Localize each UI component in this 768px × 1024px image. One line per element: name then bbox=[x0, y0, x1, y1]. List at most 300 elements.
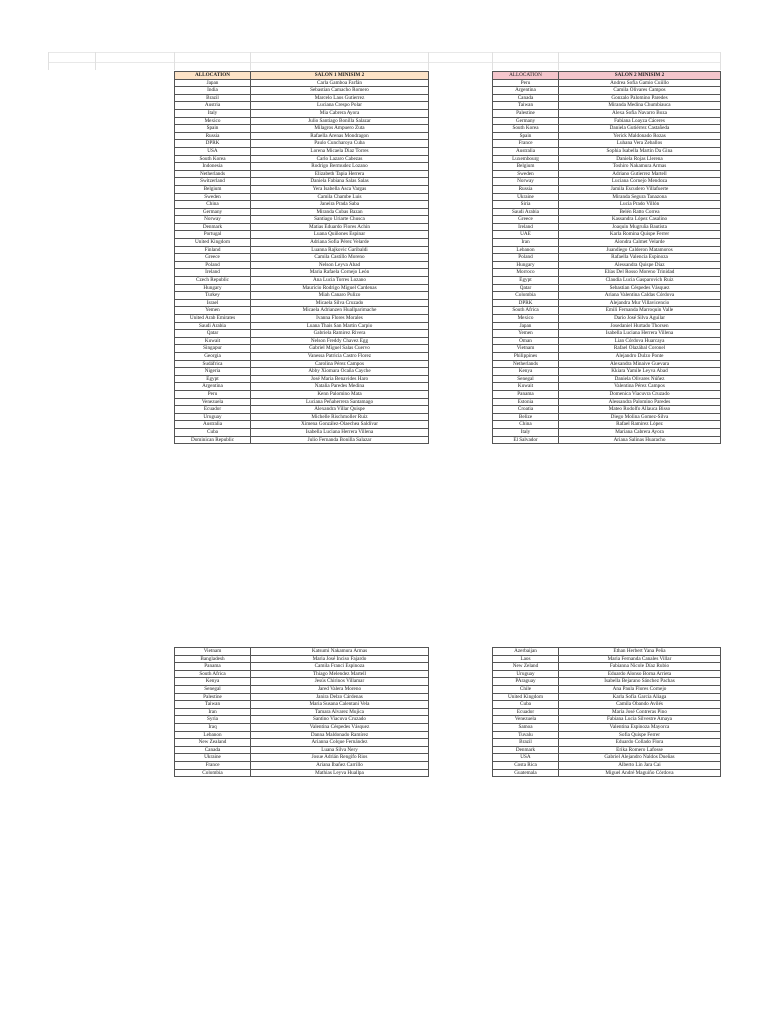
table-row bbox=[493, 678, 721, 686]
table-row bbox=[493, 193, 721, 201]
country-cell[interactable]: Palestine bbox=[493, 109, 559, 117]
delegate-cell[interactable]: Micaela Silva Cruzado bbox=[251, 299, 429, 307]
delegate-cell[interactable]: Luciana Crespo Polar bbox=[251, 102, 429, 110]
country-cell[interactable]: Singapur bbox=[175, 345, 251, 353]
delegate-cell[interactable]: Ariana Valentina Caldas Córdova bbox=[559, 292, 721, 300]
delegate-cell[interactable]: Natalia Paredes Medina bbox=[251, 383, 429, 391]
country-cell[interactable]: Greece bbox=[493, 216, 559, 224]
allocation-header[interactable]: ALLOCATION bbox=[493, 72, 559, 80]
country-cell[interactable]: Canada bbox=[493, 94, 559, 102]
delegate-cell[interactable]: Lian Córdova Huarcaya bbox=[559, 337, 721, 345]
country-cell[interactable]: Ukraine bbox=[493, 193, 559, 201]
table-row bbox=[175, 201, 429, 209]
table-row bbox=[175, 670, 429, 678]
country-cell[interactable]: United Kingdom bbox=[493, 693, 559, 701]
country-cell[interactable]: Ecuador bbox=[493, 708, 559, 716]
delegate-cell[interactable]: Alessandra Palomino Paredes bbox=[559, 398, 721, 406]
table-row bbox=[175, 277, 429, 285]
country-cell[interactable]: Kenya bbox=[175, 678, 251, 686]
table-row bbox=[493, 223, 721, 231]
delegate-cell[interactable]: Rodrigo Bermudez Lozano bbox=[251, 163, 429, 171]
table-row bbox=[493, 754, 721, 762]
country-cell[interactable]: Denmark bbox=[175, 223, 251, 231]
country-cell[interactable]: Palestine bbox=[175, 693, 251, 701]
country-cell[interactable]: Lebanon bbox=[493, 246, 559, 254]
delegate-cell[interactable]: Maria Rafaela Cornejo León bbox=[251, 269, 429, 277]
delegate-cell[interactable]: Michelle Rischmoller Ruiz bbox=[251, 413, 429, 421]
delegate-cell[interactable]: Elías Del Rosso Moreno Trinidad bbox=[559, 269, 721, 277]
country-cell[interactable]: Brazil bbox=[175, 94, 251, 102]
delegate-cell[interactable]: Micaela Adrianzen Huallparimache bbox=[251, 307, 429, 315]
country-cell[interactable]: Croatia bbox=[493, 406, 559, 414]
delegate-cell[interactable]: Santiago Uriarte Chusca bbox=[251, 216, 429, 224]
country-cell[interactable]: USA bbox=[175, 147, 251, 155]
delegate-cell[interactable]: Luana Thais San Martin Carpio bbox=[251, 322, 429, 330]
country-cell[interactable]: Taiwan bbox=[493, 102, 559, 110]
country-cell[interactable]: United Kingdom bbox=[175, 239, 251, 247]
country-cell[interactable]: Argentina bbox=[493, 87, 559, 95]
delegate-cell[interactable]: Sophia Isabella Martin Da Gina bbox=[559, 147, 721, 155]
country-cell[interactable]: Mexico bbox=[493, 315, 559, 323]
delegate-cell[interactable]: Belén Ratto Correa bbox=[559, 208, 721, 216]
delegate-cell[interactable]: Alexa Sofia Navarro Boza bbox=[559, 109, 721, 117]
country-cell[interactable]: Lebanon bbox=[175, 731, 251, 739]
delegate-cell[interactable]: Sebastian Céspedes Vásquez bbox=[559, 284, 721, 292]
country-cell[interactable]: Austria bbox=[175, 102, 251, 110]
country-cell[interactable]: New Zealand bbox=[175, 739, 251, 747]
delegate-cell[interactable]: Diego Molina Gomez-Silva bbox=[559, 413, 721, 421]
table-row bbox=[493, 769, 721, 777]
delegate-cell[interactable]: Sebastian Camacho Romero bbox=[251, 87, 429, 95]
delegate-cell[interactable]: Miranda Segura Tanazona bbox=[559, 193, 721, 201]
table-row bbox=[493, 701, 721, 709]
delegate-cell[interactable]: Tamara Alvarez Mujica bbox=[251, 708, 429, 716]
country-cell[interactable]: PAraguay bbox=[493, 678, 559, 686]
delegate-cell[interactable]: Josedaniel Hurtado Thorsen bbox=[559, 322, 721, 330]
delegate-cell[interactable]: Camila Franci Espinoza bbox=[251, 663, 429, 671]
delegate-cell[interactable]: Ivanna Flores Morales bbox=[251, 315, 429, 323]
delegate-cell[interactable]: Isabella Bejarano Sánchez Pachas bbox=[559, 678, 721, 686]
country-cell[interactable]: Iran bbox=[175, 708, 251, 716]
delegate-cell[interactable]: Vanessa Patricia Castro Florez bbox=[251, 352, 429, 360]
table-row bbox=[175, 178, 429, 186]
country-cell[interactable]: Uruguay bbox=[493, 670, 559, 678]
country-cell[interactable]: Senegal bbox=[175, 685, 251, 693]
country-cell[interactable]: DPRK bbox=[175, 140, 251, 148]
country-cell[interactable]: Italy bbox=[175, 109, 251, 117]
country-cell[interactable]: Australia bbox=[175, 421, 251, 429]
country-cell[interactable]: Russia bbox=[175, 132, 251, 140]
table-row bbox=[175, 147, 429, 155]
country-cell[interactable]: Poland bbox=[493, 254, 559, 262]
delegate-cell[interactable]: Carla Gamboa Farfán bbox=[251, 79, 429, 87]
country-cell[interactable]: France bbox=[493, 140, 559, 148]
delegate-cell[interactable]: Ana Paula Flores Cornejo bbox=[559, 685, 721, 693]
country-cell[interactable]: Uruguay bbox=[175, 413, 251, 421]
delegate-cell[interactable]: Danna Maldonado Ramírez bbox=[251, 731, 429, 739]
country-cell[interactable]: China bbox=[175, 201, 251, 209]
delegate-cell[interactable]: Fabianna Nicole Díaz Rubio bbox=[559, 663, 721, 671]
country-cell[interactable]: New Zeland bbox=[493, 663, 559, 671]
country-cell[interactable]: Egypt bbox=[175, 375, 251, 383]
delegate-cell[interactable]: Luciana Cornejo Mendoza bbox=[559, 178, 721, 186]
table-row bbox=[175, 94, 429, 102]
delegate-cell[interactable]: Daniela Fabiana Salas Salas bbox=[251, 178, 429, 186]
country-cell[interactable]: Germany bbox=[175, 208, 251, 216]
delegate-cell[interactable]: Rafaella Arenas Mondragon bbox=[251, 132, 429, 140]
delegate-cell[interactable]: Josue Adrián Rengifo Rios bbox=[251, 754, 429, 762]
delegate-cell[interactable]: Rafaella Valencia Espinoza bbox=[559, 254, 721, 262]
table-row bbox=[493, 337, 721, 345]
delegate-cell[interactable]: Gonzalo Palomino Paredes bbox=[559, 94, 721, 102]
delegate-cell[interactable]: Claudia Lucia Gasparovich Ruiz bbox=[559, 277, 721, 285]
table-row bbox=[175, 352, 429, 360]
delegate-cell[interactable]: Daniela Rojas Llerena bbox=[559, 155, 721, 163]
country-cell[interactable]: Sweden bbox=[493, 170, 559, 178]
country-cell[interactable]: Indonesia bbox=[175, 163, 251, 171]
delegate-cell[interactable]: Luanna Rajkovic Garibaldi bbox=[251, 246, 429, 254]
delegate-cell[interactable]: Camila Olivares Campos bbox=[559, 87, 721, 95]
country-cell[interactable]: Australia bbox=[493, 147, 559, 155]
delegate-cell[interactable]: Maria José Contreras Pino bbox=[559, 708, 721, 716]
country-cell[interactable]: Panama bbox=[175, 663, 251, 671]
country-cell[interactable]: Greece bbox=[175, 254, 251, 262]
country-cell[interactable]: Georgia bbox=[175, 352, 251, 360]
country-cell[interactable]: Netherlands bbox=[175, 170, 251, 178]
delegate-cell[interactable]: Camila Obando Avilés bbox=[559, 701, 721, 709]
country-cell[interactable]: Poland bbox=[175, 261, 251, 269]
delegate-cell[interactable]: Mauricio Rodrigo Miguel Cardenas bbox=[251, 284, 429, 292]
table-row bbox=[493, 406, 721, 414]
delegate-cell[interactable]: Mia Cabrera Ayora bbox=[251, 109, 429, 117]
country-cell[interactable]: Estonia bbox=[493, 398, 559, 406]
country-cell[interactable]: Russia bbox=[493, 185, 559, 193]
delegate-cell[interactable]: Alejandro Dulzo Ponte bbox=[559, 352, 721, 360]
country-cell[interactable]: Norway bbox=[493, 178, 559, 186]
delegate-cell[interactable]: Mathias Leyva Huallpa bbox=[251, 769, 429, 777]
country-cell[interactable]: Germany bbox=[493, 117, 559, 125]
country-cell[interactable]: Japan bbox=[493, 322, 559, 330]
country-cell[interactable]: Italy bbox=[493, 428, 559, 436]
delegate-cell[interactable]: Ariana Ibañez Carrillo bbox=[251, 761, 429, 769]
country-cell[interactable]: Samoa bbox=[493, 723, 559, 731]
country-cell[interactable]: Azerbaijan bbox=[493, 648, 559, 656]
table-row bbox=[175, 648, 429, 656]
delegate-cell[interactable]: Isabella Luciana Herrera Villena bbox=[559, 330, 721, 338]
delegate-cell[interactable]: Camila Castillo Moreno bbox=[251, 254, 429, 262]
delegate-cell[interactable]: Nelson Freddy Chavez Egg bbox=[251, 337, 429, 345]
country-cell[interactable]: South Korea bbox=[175, 155, 251, 163]
delegate-cell[interactable]: Santino Viacuva Cruzado bbox=[251, 716, 429, 724]
delegate-cell[interactable]: Gabriel Alejandro Naldos Dueñas bbox=[559, 754, 721, 762]
table-row bbox=[493, 739, 721, 747]
table-row bbox=[175, 678, 429, 686]
country-cell[interactable]: Colombia bbox=[493, 292, 559, 300]
delegate-cell[interactable]: Carolina Pérez Campos bbox=[251, 360, 429, 368]
delegate-cell[interactable]: Janeira Prada Saba bbox=[251, 201, 429, 209]
country-cell[interactable]: Spain bbox=[175, 125, 251, 133]
delegate-cell[interactable]: Katsumi Nakamura Armas bbox=[251, 648, 429, 656]
table-row bbox=[175, 383, 429, 391]
delegate-cell[interactable]: Jesús Chirinos Villamar bbox=[251, 678, 429, 686]
country-cell[interactable]: Finland bbox=[175, 246, 251, 254]
delegate-cell[interactable]: Valentina Pérez Campos bbox=[559, 383, 721, 391]
country-cell[interactable]: Kuwait bbox=[175, 337, 251, 345]
delegate-cell[interactable]: Luana Quiñones Espinar bbox=[251, 231, 429, 239]
delegate-cell[interactable]: Ximena González-Olaechea Saldívar bbox=[251, 421, 429, 429]
country-cell[interactable]: Japan bbox=[175, 79, 251, 87]
table-row bbox=[175, 254, 429, 262]
country-cell[interactable]: China bbox=[493, 421, 559, 429]
country-cell[interactable]: Ireland bbox=[175, 269, 251, 277]
table-row bbox=[175, 390, 429, 398]
country-cell[interactable]: Cuba bbox=[493, 701, 559, 709]
country-cell[interactable]: Siria bbox=[493, 201, 559, 209]
delegate-cell[interactable]: Isabella Luciana Herrera Villena bbox=[251, 428, 429, 436]
delegate-cell[interactable]: Milagros Ampuero Zuta bbox=[251, 125, 429, 133]
delegate-cell[interactable]: Eduardo Collado Flora bbox=[559, 739, 721, 747]
country-cell[interactable]: Nigeria bbox=[175, 368, 251, 376]
table-row bbox=[493, 178, 721, 186]
delegate-cell[interactable]: Alexandra Minaive Guevara bbox=[559, 360, 721, 368]
country-cell[interactable]: Hungary bbox=[175, 284, 251, 292]
delegate-cell[interactable]: José Maria Benavides Haro bbox=[251, 375, 429, 383]
country-cell[interactable]: Mexico bbox=[175, 117, 251, 125]
delegate-cell[interactable]: Camila Chambe Luis bbox=[251, 193, 429, 201]
country-cell[interactable]: Yemen bbox=[493, 330, 559, 338]
delegate-cell[interactable]: Miguel André Maguiño Córdova bbox=[559, 769, 721, 777]
country-cell[interactable]: Laos bbox=[493, 655, 559, 663]
delegate-cell[interactable]: Kassandra López Casalino bbox=[559, 216, 721, 224]
country-cell[interactable]: Iraq bbox=[175, 723, 251, 731]
delegate-cell[interactable]: Daniela Olivares Núñez bbox=[559, 375, 721, 383]
country-cell[interactable]: Brazil bbox=[493, 739, 559, 747]
country-cell[interactable]: Chile bbox=[493, 685, 559, 693]
delegate-cell[interactable]: Rafael Olazábal Coronel bbox=[559, 345, 721, 353]
country-cell[interactable]: Belgium bbox=[175, 185, 251, 193]
delegate-cell[interactable]: Maria Susana Calentani Vela bbox=[251, 701, 429, 709]
country-cell[interactable]: Vietnam bbox=[493, 345, 559, 353]
table-row bbox=[493, 375, 721, 383]
delegate-cell[interactable]: Matias Eduardo Flores Achin bbox=[251, 223, 429, 231]
delegate-cell[interactable]: Thiago Melendez Martell bbox=[251, 670, 429, 678]
delegate-cell[interactable]: Julio Fernanda Bonilla Salazar bbox=[251, 436, 429, 444]
delegate-cell[interactable]: Luhana Vera Zeballos bbox=[559, 140, 721, 148]
country-cell[interactable]: Colombia bbox=[175, 769, 251, 777]
table-row bbox=[493, 413, 721, 421]
country-cell[interactable]: DPRK bbox=[493, 299, 559, 307]
country-cell[interactable]: Israel bbox=[175, 299, 251, 307]
country-cell[interactable]: Qatar bbox=[175, 330, 251, 338]
country-cell[interactable]: Ecuador bbox=[175, 406, 251, 414]
delegate-cell[interactable]: Luana Silva Nery bbox=[251, 746, 429, 754]
country-cell[interactable]: Qatar bbox=[493, 284, 559, 292]
country-cell[interactable]: Yemen bbox=[175, 307, 251, 315]
delegate-cell[interactable]: Andrea Sofia Gamio Cuiillo bbox=[559, 79, 721, 87]
delegate-cell[interactable]: Ethan Herbert Yana Peña bbox=[559, 648, 721, 656]
country-cell[interactable]: USA bbox=[493, 754, 559, 762]
country-cell[interactable]: Hungary bbox=[493, 261, 559, 269]
country-cell[interactable]: Czech Republic bbox=[175, 277, 251, 285]
salon1-table bbox=[174, 71, 429, 444]
country-cell[interactable]: Argentina bbox=[175, 383, 251, 391]
delegate-cell[interactable]: Karla Sofía García Aliaga bbox=[559, 693, 721, 701]
delegate-cell[interactable]: Alessandra Quispe Díaz bbox=[559, 261, 721, 269]
delegate-cell[interactable]: Adriana Sofia Pérez Velarde bbox=[251, 239, 429, 247]
country-cell[interactable]: Senegal bbox=[493, 375, 559, 383]
delegate-cell[interactable]: Juandiego Calderon Matamoros bbox=[559, 246, 721, 254]
country-cell[interactable]: Belgium bbox=[493, 163, 559, 171]
delegate-cell[interactable]: Emili Fernanda Marroquin Valle bbox=[559, 307, 721, 315]
country-cell[interactable]: Dominican Republic bbox=[175, 436, 251, 444]
country-cell[interactable]: Portugal bbox=[175, 231, 251, 239]
delegate-cell[interactable]: Mariana Cabrera Ayora bbox=[559, 428, 721, 436]
table-row bbox=[493, 421, 721, 429]
country-cell[interactable]: South Korea bbox=[493, 125, 559, 133]
country-cell[interactable]: Guatemala bbox=[493, 769, 559, 777]
country-cell[interactable]: El Salvador bbox=[493, 436, 559, 444]
country-cell[interactable]: Ukraine bbox=[175, 754, 251, 762]
country-cell[interactable]: France bbox=[175, 761, 251, 769]
country-cell[interactable]: Vietnam bbox=[175, 648, 251, 656]
delegate-cell[interactable]: Lorena Micaela Diaz Torres bbox=[251, 147, 429, 155]
country-cell[interactable]: Costa Rica bbox=[493, 761, 559, 769]
country-cell[interactable]: Panama bbox=[493, 390, 559, 398]
country-cell[interactable]: Oman bbox=[493, 337, 559, 345]
delegate-cell[interactable]: Kenn Palomino Mata bbox=[251, 390, 429, 398]
country-cell[interactable]: Peru bbox=[493, 79, 559, 87]
country-cell[interactable]: Venezuela bbox=[493, 716, 559, 724]
delegate-cell[interactable]: Nelson Leyva Abad bbox=[251, 261, 429, 269]
salon-header[interactable]: SALON 1 MINISIM 2 bbox=[251, 72, 429, 80]
country-cell[interactable]: Iran bbox=[493, 239, 559, 247]
delegate-cell[interactable]: Arianna Colque Fernández bbox=[251, 739, 429, 747]
table-row bbox=[175, 163, 429, 171]
country-cell[interactable]: Belize bbox=[493, 413, 559, 421]
delegate-cell[interactable]: Janira Delzo Cárdenas bbox=[251, 693, 429, 701]
delegate-cell[interactable]: Paulo Cuncharoya Cuba bbox=[251, 140, 429, 148]
country-cell[interactable]: Norway bbox=[175, 216, 251, 224]
country-cell[interactable]: Bangladesh bbox=[175, 655, 251, 663]
delegate-cell[interactable]: Valentina Espinoza Mayorca bbox=[559, 723, 721, 731]
delegate-cell[interactable]: Yerick Maldonado Rozas bbox=[559, 132, 721, 140]
delegate-cell[interactable]: Gabriela Ramirez Rivera bbox=[251, 330, 429, 338]
country-cell[interactable]: Kuwait bbox=[493, 383, 559, 391]
country-cell[interactable]: South Africa bbox=[493, 307, 559, 315]
country-cell[interactable]: Sudáfrica bbox=[175, 360, 251, 368]
delegate-cell[interactable]: Gabriel Miguel Salas Cuervo bbox=[251, 345, 429, 353]
delegate-cell[interactable]: Abby Xiomara Ocaña Cayche bbox=[251, 368, 429, 376]
delegate-cell[interactable]: Joaquin Mugruña Bautista bbox=[559, 223, 721, 231]
delegate-cell[interactable]: Fabiana Lucia Silvestre Amaya bbox=[559, 716, 721, 724]
delegate-cell[interactable]: Jared Valera Moreno bbox=[251, 685, 429, 693]
country-cell[interactable]: Syria bbox=[175, 716, 251, 724]
country-cell[interactable]: India bbox=[175, 87, 251, 95]
table-row bbox=[175, 428, 429, 436]
table-row bbox=[493, 201, 721, 209]
country-cell[interactable]: UAE bbox=[493, 231, 559, 239]
delegate-cell[interactable]: Dario José Silva Aguilar bbox=[559, 315, 721, 323]
country-cell[interactable]: Denmark bbox=[493, 746, 559, 754]
delegate-cell[interactable]: Ariana Salinas Huaracho bbox=[559, 436, 721, 444]
delegate-cell[interactable]: Alexandra Villar Quispe bbox=[251, 406, 429, 414]
delegate-cell[interactable]: Maria José Inciso Fajardo bbox=[251, 655, 429, 663]
delegate-cell[interactable]: Julio Santiago Bonilla Salazar bbox=[251, 117, 429, 125]
country-cell[interactable]: Saudi Arabia bbox=[175, 322, 251, 330]
delegate-cell[interactable]: Jamila Escudero Villafuerte bbox=[559, 185, 721, 193]
country-cell[interactable]: Peru bbox=[175, 390, 251, 398]
country-cell[interactable]: Venezuela bbox=[175, 398, 251, 406]
country-cell[interactable]: Egypt bbox=[493, 277, 559, 285]
country-cell[interactable]: Philippines bbox=[493, 352, 559, 360]
delegate-cell[interactable]: Toshiro Nakamura Armas bbox=[559, 163, 721, 171]
table-row bbox=[493, 94, 721, 102]
country-cell[interactable]: Cuba bbox=[175, 428, 251, 436]
delegate-cell[interactable]: Adriano Gutierrez Martell bbox=[559, 170, 721, 178]
delegate-cell[interactable]: Valentina Céspedes Vásquez bbox=[251, 723, 429, 731]
delegate-cell[interactable]: Miranda Medina Chumbiauca bbox=[559, 102, 721, 110]
table-row bbox=[493, 345, 721, 353]
country-cell[interactable]: Saudi Arabia bbox=[493, 208, 559, 216]
country-cell[interactable]: South Africa bbox=[175, 670, 251, 678]
country-cell[interactable]: Canada bbox=[175, 746, 251, 754]
country-cell[interactable]: Luxembourg bbox=[493, 155, 559, 163]
salon-header[interactable]: SALON 2 MINISIM 2 bbox=[559, 72, 721, 80]
delegate-cell[interactable]: Miranda Cubas Bazan bbox=[251, 208, 429, 216]
salon4-table bbox=[492, 647, 721, 777]
delegate-cell[interactable]: Kkiara Yamile Leyva Abad bbox=[559, 368, 721, 376]
delegate-cell[interactable]: Daniela Gutiérrez Castañeda bbox=[559, 125, 721, 133]
delegate-cell[interactable]: Alberto Lin Jara Cai bbox=[559, 761, 721, 769]
delegate-cell[interactable]: Domenica Viacuvra Cruzado bbox=[559, 390, 721, 398]
delegate-cell[interactable]: Ana Lucia Torres Lozano bbox=[251, 277, 429, 285]
country-cell[interactable]: Switzerland bbox=[175, 178, 251, 186]
country-cell[interactable]: Tuvalu bbox=[493, 731, 559, 739]
country-cell[interactable]: Ireland bbox=[493, 223, 559, 231]
delegate-cell[interactable]: Fabiana Loayza Cáceres bbox=[559, 117, 721, 125]
country-cell[interactable]: Turkey bbox=[175, 292, 251, 300]
table-row bbox=[493, 746, 721, 754]
country-cell[interactable]: Morroco bbox=[493, 269, 559, 277]
country-cell[interactable]: Taiwan bbox=[175, 701, 251, 709]
table-row bbox=[493, 208, 721, 216]
delegate-cell[interactable]: Mateo Rodolfo Allauca Bisso bbox=[559, 406, 721, 414]
delegate-cell[interactable]: Miah Canaro Pulizo bbox=[251, 292, 429, 300]
delegate-cell[interactable]: Marcelo Laos Gutierrez bbox=[251, 94, 429, 102]
table-row bbox=[493, 383, 721, 391]
delegate-cell[interactable]: Carlo Lazaro Cabezas bbox=[251, 155, 429, 163]
country-cell[interactable]: Kenya bbox=[493, 368, 559, 376]
country-cell[interactable]: Netherlands bbox=[493, 360, 559, 368]
table-row bbox=[175, 193, 429, 201]
country-cell[interactable]: Spain bbox=[493, 132, 559, 140]
delegate-cell[interactable]: Sofia Quispe Ferrer bbox=[559, 731, 721, 739]
delegate-cell[interactable]: Yera Isabella Asca Vargas bbox=[251, 185, 429, 193]
delegate-cell[interactable]: Rafael Ramirez López bbox=[559, 421, 721, 429]
delegate-cell[interactable]: Lucia Prado Villón bbox=[559, 201, 721, 209]
delegate-cell[interactable]: Luciana Peñaherrera Santamago bbox=[251, 398, 429, 406]
delegate-cell[interactable]: Elizabeth Tapia Herrera bbox=[251, 170, 429, 178]
allocation-header[interactable]: ALLOCATION bbox=[175, 72, 251, 80]
delegate-cell[interactable]: Maria Fernanda Canales Villar bbox=[559, 655, 721, 663]
delegate-cell[interactable]: Alondra Calmet Velarde bbox=[559, 239, 721, 247]
delegate-cell[interactable]: Eduardo Alonso Borna Arrieta bbox=[559, 670, 721, 678]
delegate-cell[interactable]: Erika Romero Lafosse bbox=[559, 746, 721, 754]
country-cell[interactable]: United Arab Emirates bbox=[175, 315, 251, 323]
country-cell[interactable]: Sweden bbox=[175, 193, 251, 201]
delegate-cell[interactable]: Karla Romina Quispe Ferrer bbox=[559, 231, 721, 239]
delegate-cell[interactable]: Alejandra Mur Villavicencio bbox=[559, 299, 721, 307]
